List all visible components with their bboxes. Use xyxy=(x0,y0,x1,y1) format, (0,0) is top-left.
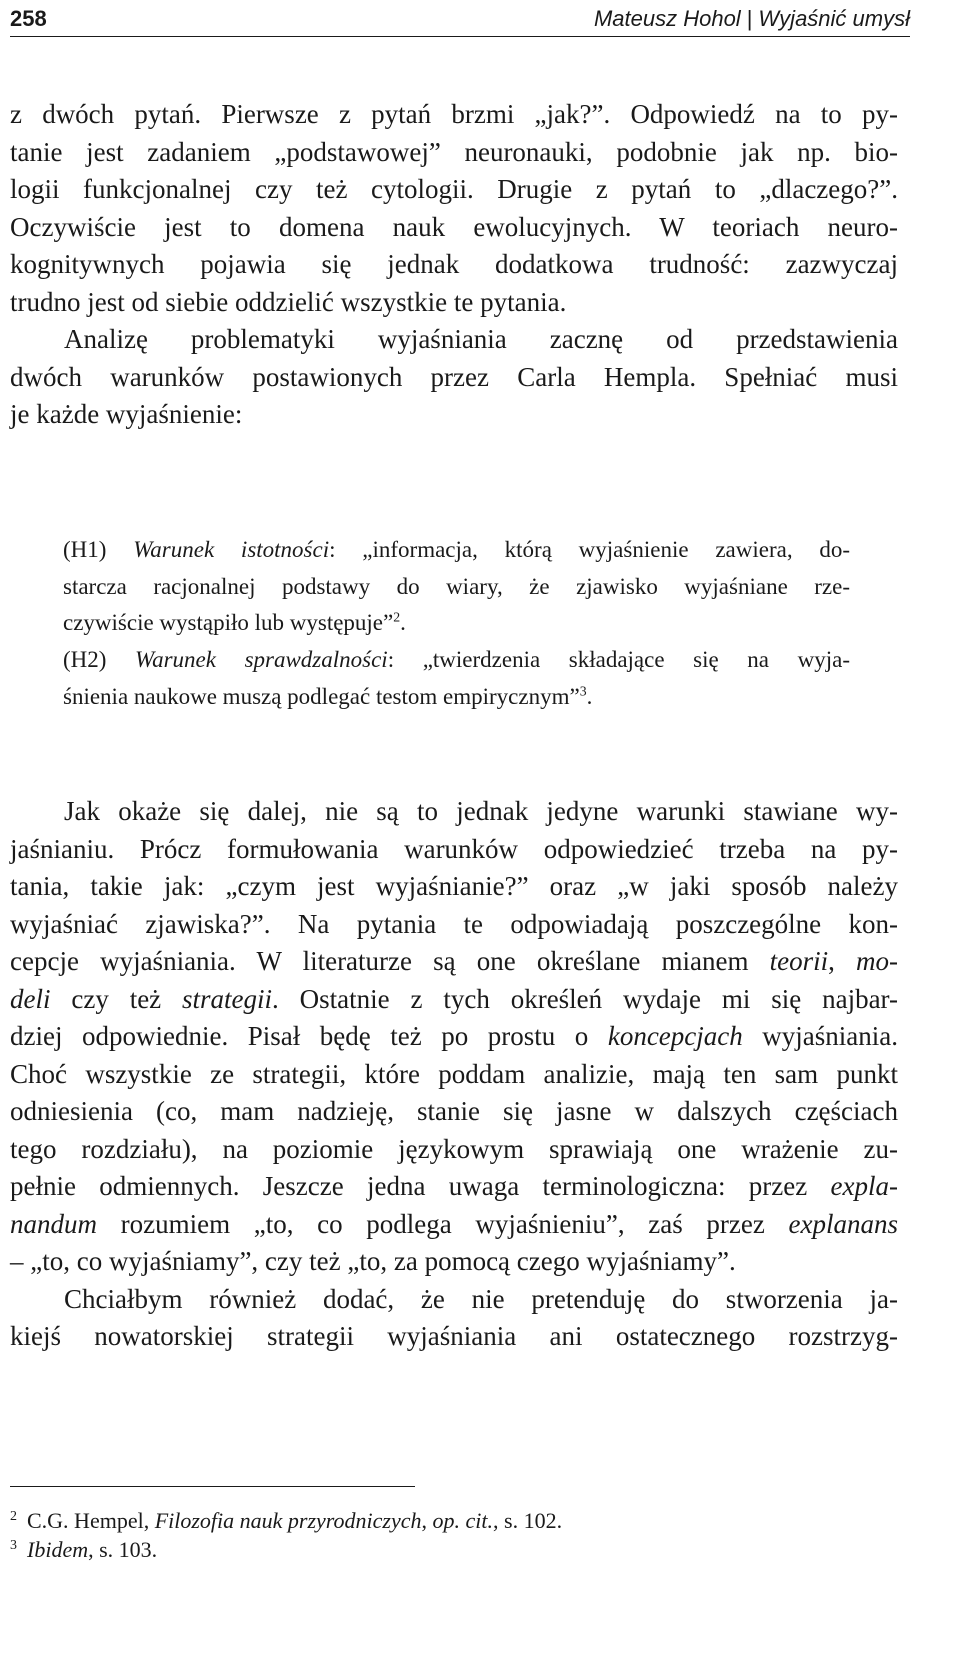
text-line: je każde wyjaśnienie: xyxy=(10,399,243,429)
condition-h2-name: Warunek sprawdzalności xyxy=(135,647,388,673)
text-line: kiejś nowatorskiej strategii wyjaśniania ani ostatecznego rozstrzyg- xyxy=(10,1321,898,1351)
text-line: – „to, co wyjaśniamy”, czy też „to, za pomocą czego wyjaśniamy”. xyxy=(10,1246,736,1276)
book-title: Wyjaśnić umysł xyxy=(758,6,910,31)
condition-h2-line: (H2) Warunek sprawdzalności: „twierdzenia składające się na wyja- xyxy=(63,647,850,673)
condition-h2-line: śnienia naukowe muszą podlegać testom empirycznym”$^3$. xyxy=(63,683,593,709)
footnote-number: 3 xyxy=(10,1537,17,1553)
condition-h1-line: starcza racjonalnej podstawy do wiary, że zjawisko wyjaśniane rze- xyxy=(63,573,850,599)
text-line: odniesienia (co, mam nadzieję, stanie się jasne w dalszych częściach xyxy=(10,1096,898,1126)
text-line: wyjaśniać zjawiska?”. Na pytania te odpowiadają poszczególne kon- xyxy=(10,908,898,939)
running-header xyxy=(10,4,910,37)
text-line: Jak okaże się dalej, nie są to jednak jedyne warunki stawiane wy- xyxy=(64,796,898,826)
text-line: pełnie odmiennych. Jeszcze jedna uwaga terminologiczna: przez expla- xyxy=(10,1171,898,1201)
footnote-divider xyxy=(10,1486,415,1487)
cited-title: Filozofia nauk przyrodniczych xyxy=(154,1508,422,1533)
text-line: deli czy też strategii. Ostatnie z tych określeń wydaje mi się najbar- xyxy=(10,983,898,1014)
text-line: tego rozdziału), na poziomie językowym sprawiają one wrażenie zu- xyxy=(10,1133,898,1164)
text-line: Chciałbym również dodać, że nie pretenduję do stworzenia ja- xyxy=(64,1283,898,1314)
condition-h1-line: czywiście wystąpiło lub występuje”$^2$. xyxy=(63,609,406,636)
text-line: tanie jest zadaniem „podstawowej” neuronauki, podobnie jak np. bio- xyxy=(10,136,898,167)
footnote-ref[interactable]: 2 xyxy=(393,609,401,625)
footnote-3: $^3$ Ibidem, s. 103. xyxy=(10,1537,158,1562)
text-line: Choć wszystkie ze strategii, które poddam analizie, mają ten sam punkt xyxy=(10,1058,898,1089)
condition-h1-name: Warunek istotności xyxy=(133,537,330,562)
text-line: tania, takie jak: „czym jest wyjaśnianie?” oraz „w jaki sposób należy xyxy=(10,871,898,901)
text-line: kognitywnych pojawia się jednak dodatkowa trudność: zazwyczaj xyxy=(10,249,898,279)
author-name: Mateusz Hohol xyxy=(593,6,741,31)
text-line: Analizę problematyki wyjaśniania zacznę od przedstawienia xyxy=(64,324,898,354)
text-line: Oczywiście jest to domena nauk ewolucyjnych. W teoriach neuro- xyxy=(10,211,898,242)
text-line: cepcje wyjaśniania. W literaturze są one określane mianem teorii, mo- xyxy=(10,946,898,976)
paragraph-intro xyxy=(10,96,898,434)
running-title xyxy=(594,6,910,32)
hempel-conditions xyxy=(63,532,850,716)
text-line: nandum rozumiem „to, co podlega wyjaśnieniu”, zaś przez explanans xyxy=(10,1208,898,1239)
text-line: jaśnianiu. Prócz formułowania warunków odpowiedzieć trzeba na py- xyxy=(10,833,898,864)
text-line: trudno jest od siebie oddzielić wszystkie te pytania. xyxy=(10,286,567,317)
page-number: 258 xyxy=(10,6,47,31)
paragraph-main xyxy=(10,793,898,1356)
text-line: dziej odpowiednie. Pisał będę też po prostu o koncepcjach wyjaśniania. xyxy=(10,1021,899,1051)
footnote-number: 2 xyxy=(10,1508,17,1524)
header-separator: | xyxy=(746,6,753,31)
text-line: logii funkcjonalnej czy też cytologii. Drugie z pytań to „dlaczego?”. xyxy=(10,174,898,204)
footnote-ref[interactable]: 3 xyxy=(579,683,587,699)
footnote-2: $^2$ C.G. Hempel, Filozofia nauk przyrodniczych, op. cit., s. 102. xyxy=(10,1508,563,1533)
text-line: dwóch warunków postawionych przez Carla Hempla. Spełniać musi xyxy=(10,361,898,392)
text-line: z dwóch pytań. Pierwsze z pytań brzmi „jak?”. Odpowiedź na to py- xyxy=(10,99,898,129)
condition-h1-line: (H1) Warunek istotności: „informacja, którą wyjaśnienie zawiera, do- xyxy=(63,537,851,562)
